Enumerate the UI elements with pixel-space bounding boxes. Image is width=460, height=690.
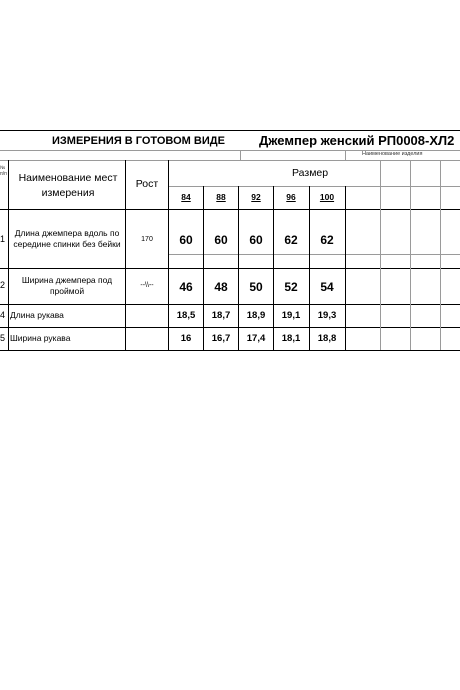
size-92: 92 bbox=[251, 192, 261, 202]
value-cell: 18,5 bbox=[176, 310, 196, 321]
value-cell: 60 bbox=[214, 233, 228, 247]
size-100: 100 bbox=[319, 192, 335, 202]
value-cell: 50 bbox=[249, 280, 263, 294]
value-cell: 17,4 bbox=[246, 333, 266, 344]
rule-v-e1 bbox=[380, 160, 381, 350]
size-84: 84 bbox=[181, 192, 191, 202]
rule-row2-bottom bbox=[0, 304, 460, 305]
product-name: Джемпер женский РП0008-ХЛ2 bbox=[259, 133, 455, 148]
row-number: 1 bbox=[0, 234, 6, 244]
rule-size-header bbox=[168, 186, 460, 187]
value-cell: 62 bbox=[284, 233, 298, 247]
row-name: Ширина рукава bbox=[10, 333, 71, 343]
col-rost-header: Рост bbox=[135, 178, 159, 190]
value-cell: 54 bbox=[320, 280, 334, 294]
rule-v-title bbox=[240, 150, 241, 160]
row-number: 5 bbox=[0, 333, 6, 343]
value-cell: 16 bbox=[180, 333, 192, 344]
rule-header-bottom bbox=[0, 209, 460, 210]
value-cell: 18,1 bbox=[281, 333, 301, 344]
value-cell: 46 bbox=[179, 280, 193, 294]
rule-v-name bbox=[125, 160, 126, 350]
sheet-title: ИЗМЕРЕНИЯ В ГОТОВОМ ВИДЕ bbox=[52, 135, 225, 147]
num-header: № п/п bbox=[0, 165, 7, 177]
value-cell: 19,1 bbox=[281, 310, 301, 321]
col-size-header: Размер bbox=[292, 167, 329, 179]
value-cell: 60 bbox=[179, 233, 193, 247]
rule-row4-bottom bbox=[0, 350, 460, 351]
rule-v-e2 bbox=[410, 160, 411, 350]
rule-v-s2 bbox=[238, 186, 239, 350]
row-name: Ширина джемпера под проймой bbox=[21, 275, 113, 297]
value-cell: 60 bbox=[249, 233, 263, 247]
value-cell: 16,7 bbox=[211, 333, 231, 344]
rule-v-rost bbox=[168, 160, 169, 350]
row-name: Длина джемпера вдоль по середине спинки без бейки bbox=[13, 228, 121, 250]
value-cell: 18,9 bbox=[246, 310, 266, 321]
row-rost: --\\-- bbox=[140, 282, 154, 289]
row-number: 2 bbox=[0, 280, 6, 290]
rule-v-title2 bbox=[345, 150, 346, 160]
value-cell: 48 bbox=[214, 280, 228, 294]
value-cell: 52 bbox=[284, 280, 298, 294]
value-cell: 19,3 bbox=[317, 310, 337, 321]
size-88: 88 bbox=[216, 192, 226, 202]
col-name-header: Наименование мест измерения bbox=[18, 172, 118, 199]
rule-v-s3 bbox=[273, 186, 274, 350]
rule-v-s4 bbox=[309, 186, 310, 350]
row-name: Длина рукава bbox=[10, 310, 64, 320]
value-cell: 62 bbox=[320, 233, 334, 247]
product-caption: Наименование изделия bbox=[362, 151, 423, 157]
value-cell: 18,8 bbox=[317, 333, 337, 344]
rule-v-s5 bbox=[345, 186, 346, 350]
rule-top bbox=[0, 130, 460, 131]
rule-v-e3 bbox=[440, 160, 441, 350]
rule-caption-bottom bbox=[0, 160, 460, 161]
rule-v-num bbox=[8, 160, 9, 350]
value-cell: 18,7 bbox=[211, 310, 231, 321]
row-number: 4 bbox=[0, 310, 6, 320]
size-96: 96 bbox=[286, 192, 296, 202]
rule-row3-bottom bbox=[0, 327, 460, 328]
row-rost: 170 bbox=[141, 236, 153, 243]
rule-v-s1 bbox=[203, 186, 204, 350]
rule-row1-mid bbox=[168, 254, 460, 255]
rule-row1-bottom bbox=[0, 268, 460, 269]
